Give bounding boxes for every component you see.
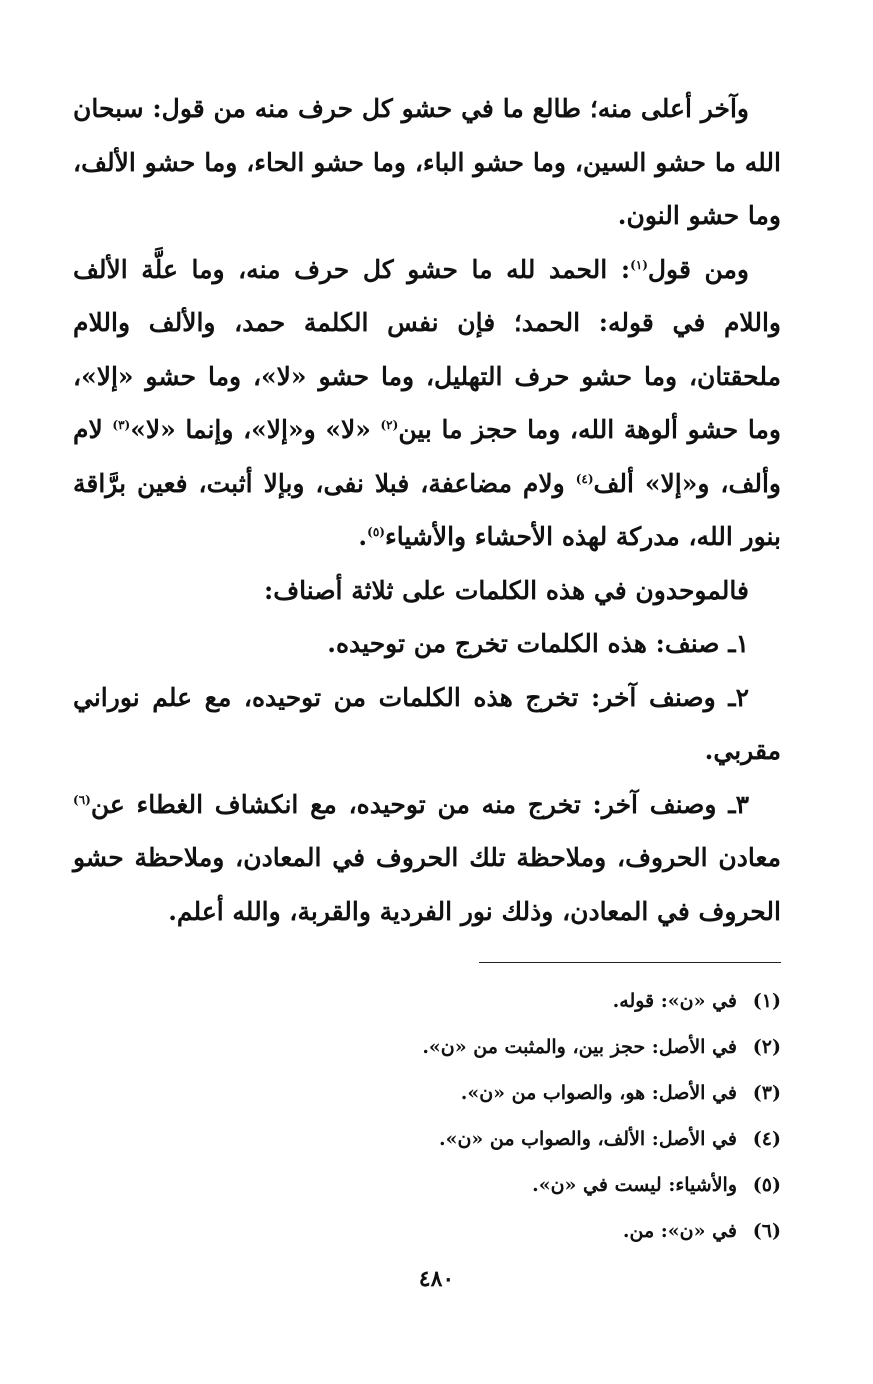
footnote-marker: (٦) <box>73 792 91 807</box>
text-run: : الحمد لله ما حشو كل حرف منه، وما علَّة الألف واللام في قوله: الحمد؛ فإن نفس الكلمة حمد، والألف واللام ملحقتان، وما حشو حرف التهليل، وما حشو «لا»، وما حشو «إلا»، وما حشو ألوهة الله، وما حجز ما بين <box>73 254 781 444</box>
footnote-text: في «ن»: قوله. <box>612 990 737 1012</box>
page-number: ٤٨٠ <box>418 1266 455 1292</box>
footnote-text: في الأصل: الألف، والصواب من «ن». <box>438 1128 737 1150</box>
text-run: ومن قول <box>647 254 749 284</box>
footnote-number: (٥) <box>752 1174 781 1196</box>
footnote-text: والأشياء: ليست في «ن». <box>532 1174 737 1196</box>
text-run: «لا» و«إلا»، وإنما «لا» <box>130 415 381 444</box>
footnote-marker: (٣) <box>112 418 131 432</box>
footnote-marker: (١) <box>630 257 648 272</box>
text-run: فالموحدون في هذه الكلمات على ثلاثة أصناف: <box>264 575 749 605</box>
text-run: . <box>358 522 368 551</box>
paragraph <box>73 82 781 243</box>
footnote-text: في الأصل: هو، والصواب من «ن». <box>460 1082 737 1104</box>
paragraph <box>73 671 781 778</box>
footnote-number: (٦) <box>752 1220 781 1242</box>
footnote-item <box>73 1070 781 1116</box>
text-run: ولام مضاعفة، فبلا نفى، وبإلا أثبت، فعين برَّاقة بنور الله، مدركة لهذه الأحشاء والأشياء <box>73 468 781 551</box>
footnote-text: في «ن»: من. <box>622 1220 737 1242</box>
footnote-item <box>73 978 781 1024</box>
text-run: وآخر أعلى منه؛ طالع ما في حشو كل حرف منه من قول: سبحان الله ما حشو السين، وما حشو الباء، وما حشو الحاء، وما حشو الألف، وما حشو النون. <box>73 94 781 230</box>
footnote-marker: (٢) <box>380 418 399 432</box>
footnote-number: (٤) <box>752 1128 781 1150</box>
footnote-item <box>73 1116 781 1162</box>
main-text <box>73 82 781 938</box>
footnotes <box>73 978 781 1254</box>
text-run: ٣ـ وصنف آخر: تخرج منه من توحيده، مع انكشاف الغطاء عن <box>90 789 749 819</box>
text-run: ١ـ صنف: هذه الكلمات تخرج من توحيده. <box>327 629 749 658</box>
footnote-marker: (٥) <box>367 525 385 539</box>
paragraph <box>73 617 781 671</box>
footnote-item <box>73 1024 781 1070</box>
footnote-marker: (٤) <box>575 471 594 486</box>
footnote-item <box>73 1208 781 1254</box>
footnote-item <box>73 1162 781 1208</box>
text-run: ٢ـ وصنف آخر: تخرج هذه الكلمات من توحيده، مع علم نوراني مقربي. <box>73 682 781 765</box>
paragraph <box>73 243 781 564</box>
footnote-text: في الأصل: حجز بين، والمثبت من «ن». <box>422 1036 737 1058</box>
text-run: لام وألف، و«إلا» ألف <box>73 415 781 498</box>
text-run: معادن الحروف، وملاحظة تلك الحروف في المعادن، وملاحظة حشو الحروف في المعادن، وذلك نور الفردية والقربة، والله أعلم. <box>73 843 781 926</box>
footnote-separator <box>479 962 781 963</box>
paragraph <box>73 778 781 939</box>
footnote-number: (٣) <box>752 1082 781 1104</box>
footnote-number: (١) <box>752 990 781 1012</box>
footnote-number: (٢) <box>752 1036 781 1058</box>
paragraph <box>73 564 781 618</box>
